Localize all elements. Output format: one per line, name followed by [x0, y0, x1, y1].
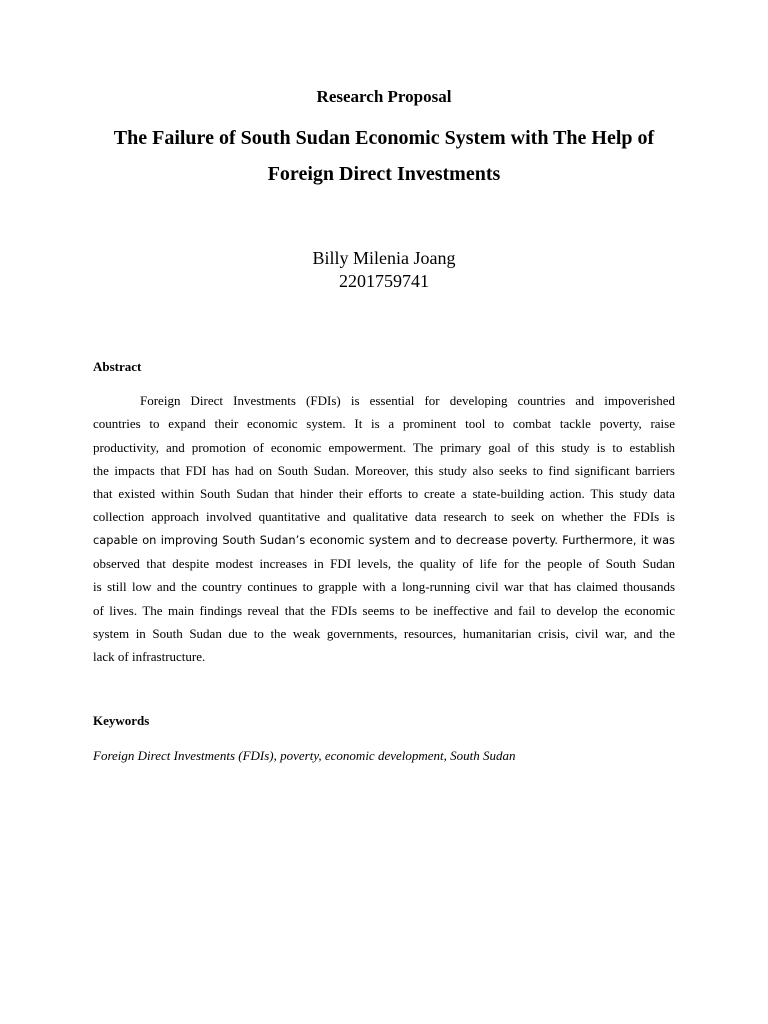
abstract-line: the impacts that FDI has had on South Sudan. Moreover, this study also seeks to find significant barriers	[93, 462, 675, 478]
author-name: Billy Milenia Joang	[312, 248, 456, 268]
document-label: Research Proposal	[316, 87, 452, 106]
keywords-text: Foreign Direct Investments (FDIs), poverty, economic development, South Sudan	[93, 748, 516, 763]
abstract-line: capable on improving South Sudan’s economic system and to decrease poverty. Furthermore, it was	[93, 532, 675, 547]
document-title: The Failure of South Sudan Economic System with The Help of Foreign Direct Investments	[113, 127, 655, 185]
abstract-line: collection approach involved quantitative and qualitative data research to seek on whether the FDIs is	[93, 509, 675, 525]
abstract-line: observed that despite modest increases in FDI levels, the quality of life for the people of South Sudan	[93, 556, 675, 572]
abstract-line: that existed within South Sudan that hinder their efforts to create a state-building action. This study data	[93, 486, 675, 502]
abstract-line: system in South Sudan due to the weak governments, resources, humanitarian crisis, civil war, and the	[93, 625, 675, 641]
author-id: 2201759741	[339, 271, 429, 291]
abstract-line: is still low and the country continues to grapple with a long-running civil war that has claimed thousands	[93, 579, 675, 595]
abstract-line: Foreign Direct Investments (FDIs) is essential for developing countries and impoverished	[140, 393, 675, 408]
keywords-heading: Keywords	[93, 713, 150, 728]
abstract-line: lack of infrastructure.	[93, 649, 206, 665]
abstract-body	[93, 389, 675, 669]
abstract-line: productivity, and promotion of economic empowerment. The primary goal of this study is to establish	[93, 439, 675, 455]
abstract-heading: Abstract	[93, 359, 142, 374]
abstract-line: countries to expand their economic system. It is a prominent tool to combat tackle poverty, raise	[93, 416, 675, 432]
abstract-line: of lives. The main findings reveal that the FDIs seems to be ineffective and fail to develop the economic	[93, 602, 675, 618]
